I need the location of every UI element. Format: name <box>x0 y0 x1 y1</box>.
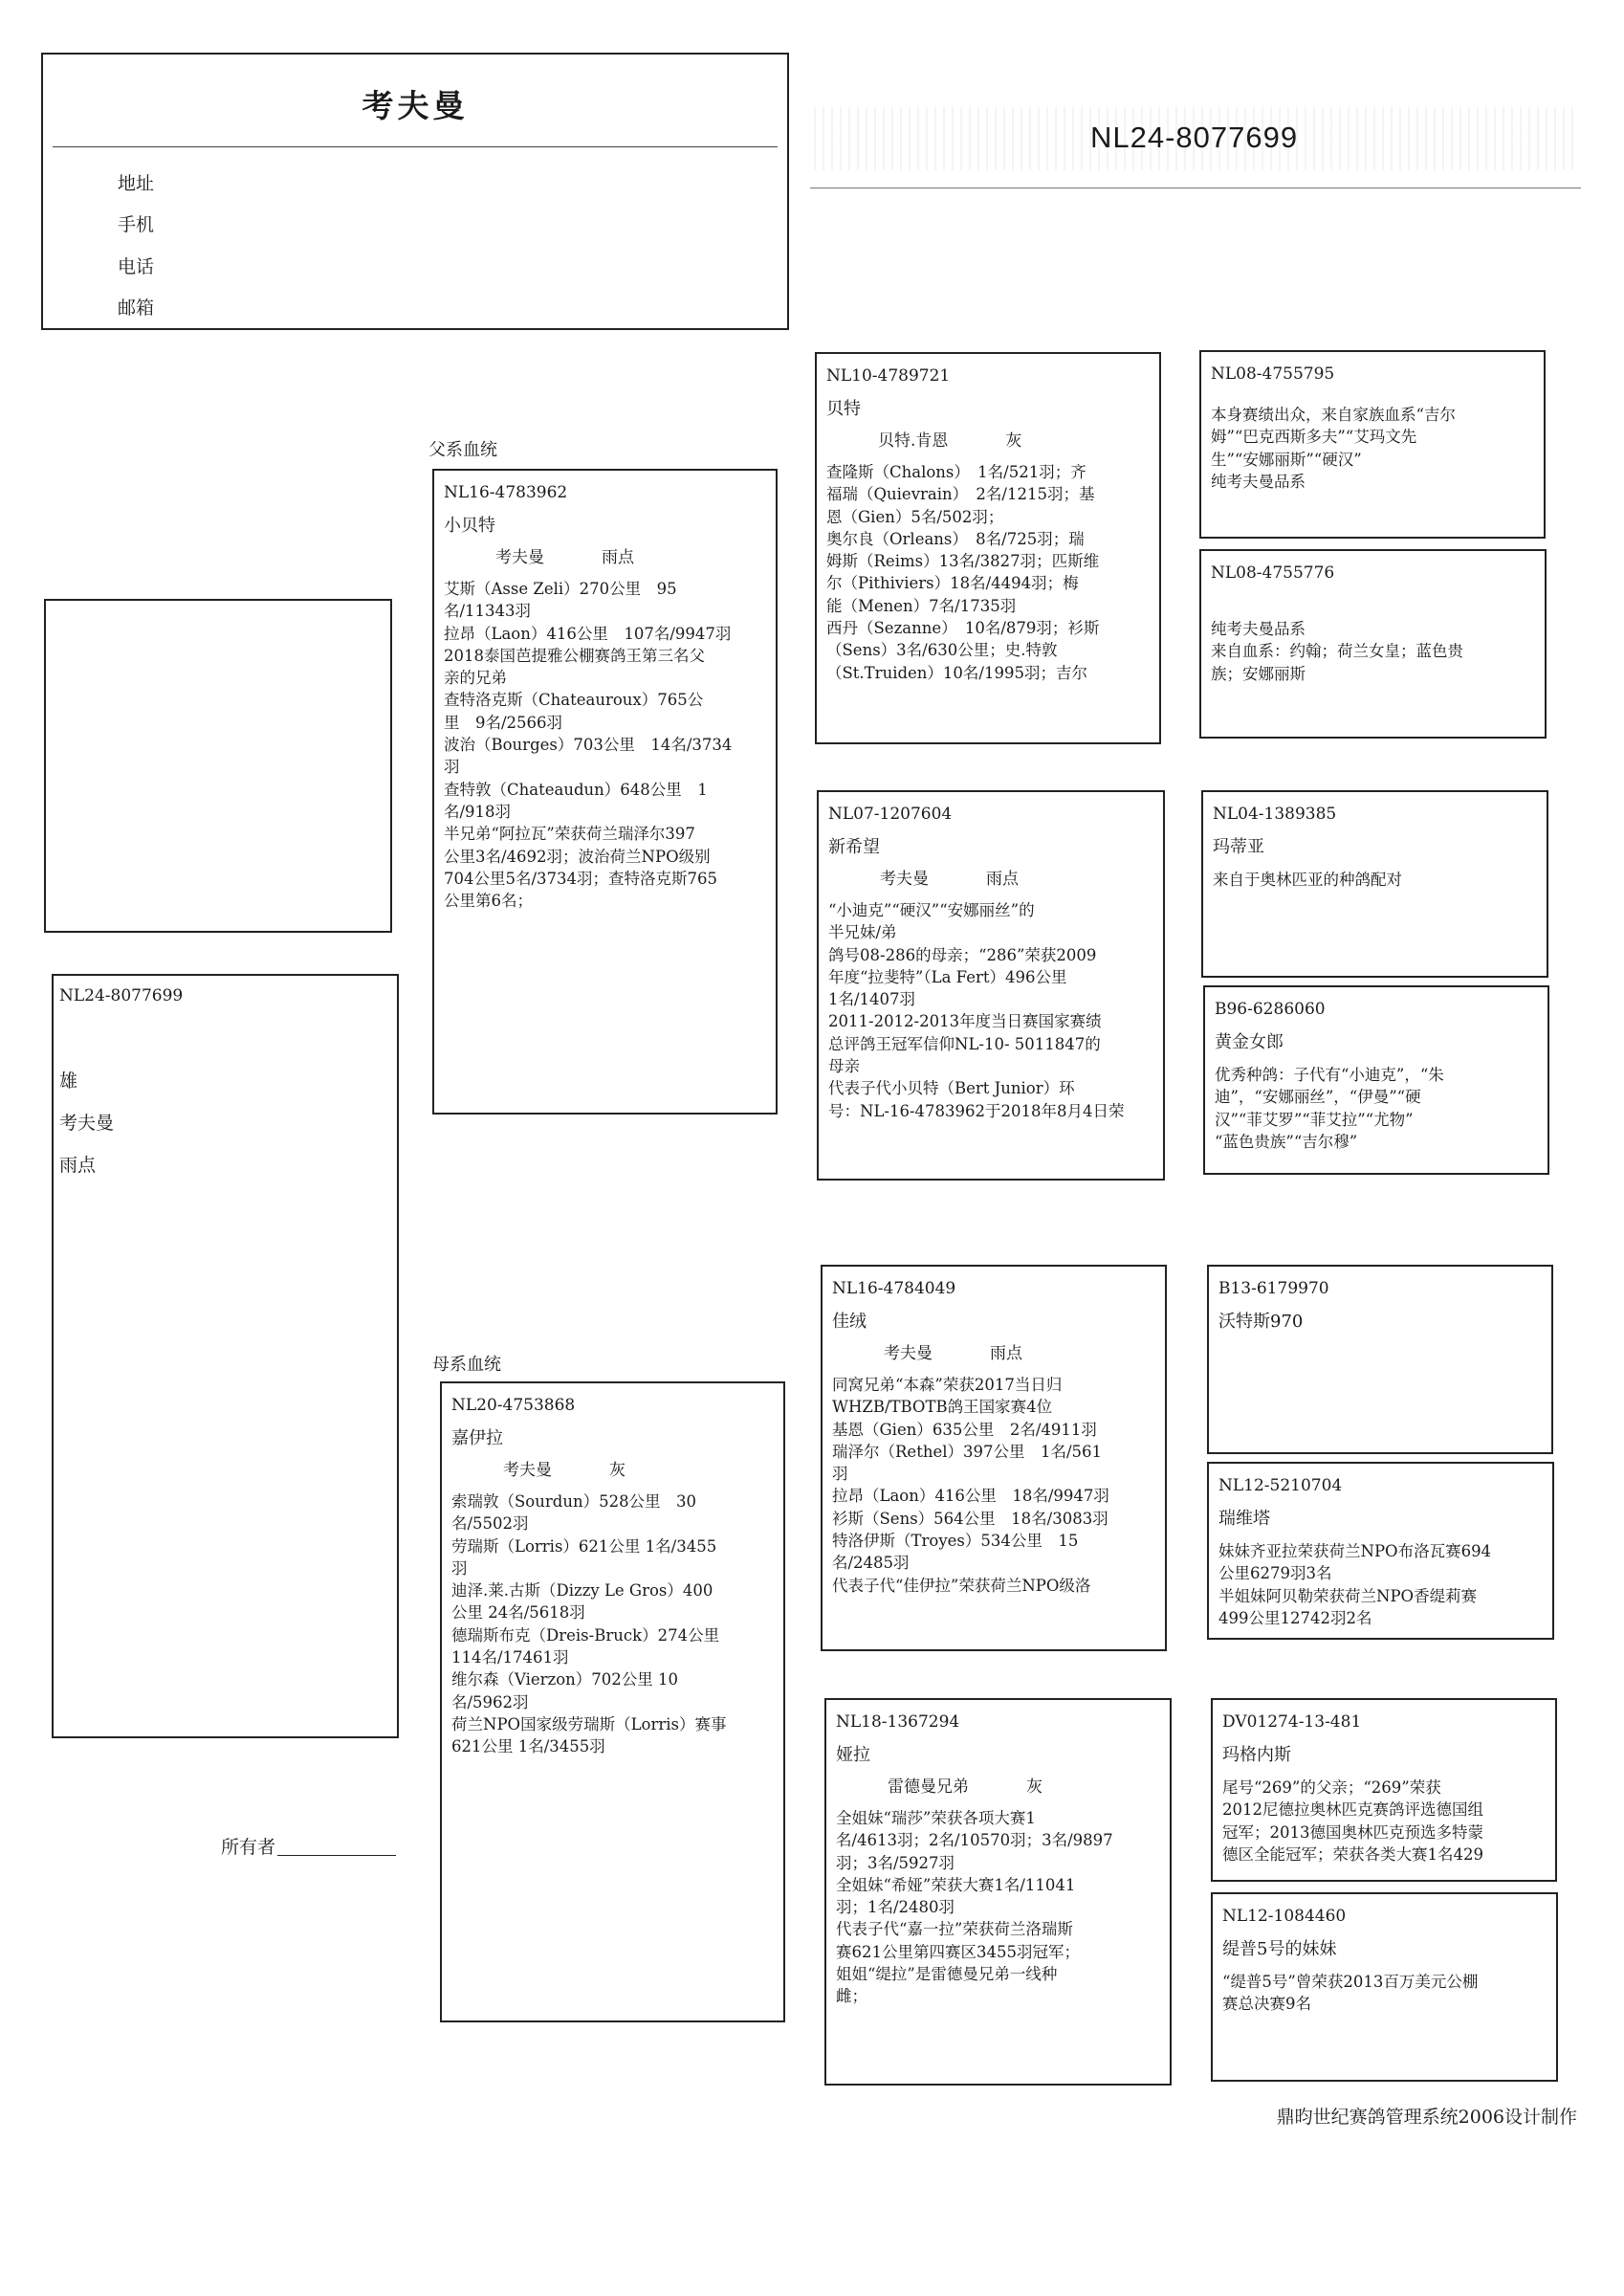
strain-color <box>451 1460 776 1481</box>
pigeon-name: 贝特 <box>826 399 861 419</box>
pigeon-name: 嘉伊拉 <box>451 1428 503 1448</box>
ring-number: NL12-1084460 <box>1222 1907 1347 1926</box>
strain-color <box>832 1343 1157 1364</box>
color: 雨点 <box>990 1344 1022 1363</box>
ring-number: B96-6286060 <box>1215 1000 1326 1019</box>
notes: 尾号“269”的父亲；“269”荣获 2012尼德拉奥林匹克赛鸽评选德国组 冠军；2013德国奥林匹克预选多特蒙 德区全能冠军；荣获各类大赛1名429 <box>1222 1778 1483 1864</box>
sire-dam-card <box>817 790 1165 1181</box>
notes: 本身赛绩出众，来自家族血系“吉尔 姆”“巴克西斯多夫”“艾玛文先 生”“安娜丽斯”“硬汉” 纯考夫曼品系 <box>1211 406 1456 491</box>
strain-color <box>444 547 768 568</box>
performance-notes: 全姐妹“瑞莎”荣获各项大赛1 名/4613羽；2名/10570羽；3名/9897 羽；3名/5927羽 全姐妹“希娅”荣获大赛1名/11041 羽；1名/2480羽 代表子代“嘉一拉”荣获荷兰洛瑞斯 赛621公里第四赛区3455羽冠军； 姐姐“缇拉”是雷德曼兄弟一线种 雌； <box>836 1809 1113 2006</box>
notes: “缇普5号”曾荣获2013百万美元公棚 赛总决赛9名 <box>1222 1973 1479 2014</box>
ring-number: NL12-5210704 <box>1218 1476 1343 1495</box>
great-grandparent-card-6 <box>1207 1462 1554 1640</box>
great-grandparent-card-8 <box>1211 1892 1558 2082</box>
performance-notes: “小迪克”“硬汉”“安娜丽丝”的 半兄妹/弟 鸽号08-286的母亲；“286”荣获2009 年度“拉斐特”（La Fert）496公里 1名/1407羽 2011-2012-2013年度当日赛国家赛绩 总评鸽王冠军信仰NL-10- 5011847的 母亲 代表子代小贝特（Bert Junior）环 号：NL-16-4783962于2018年8月4日荣 <box>828 901 1125 1120</box>
ring-number: DV01274-13-481 <box>1222 1712 1362 1732</box>
notes: 来自于奥林匹亚的种鸽配对 <box>1213 871 1402 889</box>
ring-number: NL16-4784049 <box>832 1279 956 1298</box>
phone-label: 电话 <box>118 256 155 277</box>
ring-number: NL10-4789721 <box>826 366 951 386</box>
color: 雨点 <box>986 870 1019 889</box>
performance-notes: 索瑞敦（Sourdun）528公里 30 名/5502羽 劳瑞斯（Lorris）621公里 1名/3455 羽 迪泽.莱.古斯（Dizzy Le Gros）400 公里 24名/5618羽 德瑞斯布克（Dreis-Bruck）274公里 114名/17461羽 维尔森（Vierzon）702公里 10 名/5962羽 荷兰NPO国家级劳瑞斯（Lorris）赛事 621公里 1名/3455羽 <box>451 1492 727 1756</box>
performance-notes: 艾斯（Asse Zeli）270公里 95 名/11343羽 拉昂（Laon）416公里 107名/9947羽 2018泰国芭提雅公棚赛鸽王第三名父 亲的兄弟 查特洛克斯（Chateauroux）765公 里 9名/2566羽 波治（Bourges）703公里 14名/3734 羽 查特敦（Chateaudun）648公里 1 名/918羽 半兄弟“阿拉瓦”荣获荷兰瑞泽尔397 公里3名/4692羽；波治荷兰NPO级别 704公里5名/3734羽；查特洛克斯765 公里第6名； <box>444 580 733 911</box>
photo-frame <box>44 599 392 933</box>
pigeon-color: 雨点 <box>59 1155 97 1176</box>
main-ring-number: NL24-8077699 <box>1090 121 1299 154</box>
great-grandparent-card-1 <box>1199 350 1546 539</box>
owner-label: 所有者 <box>221 1837 276 1858</box>
footer-credit: 鼎昀世纪赛鸽管理系统2006设计制作 <box>1276 2107 1577 2128</box>
email-label: 邮箱 <box>118 298 155 319</box>
owner-header-box <box>41 53 789 330</box>
performance-notes: 查隆斯（Chalons） 1名/521羽；齐 福瑞（Quievrain） 2名/1215羽；基 恩（Gien）5名/502羽； 奥尔良（Orleans） 8名/725羽；瑞 姆斯（Reims）13名/3827羽；匹斯维 尔（Pithiviers）18名/4494羽；梅 能（Menen）7名/1735羽 西丹（Sezanne） 10名/879羽；衫斯 （Sens）3名/630公里；史.特敦 （St.Truiden）10名/1995羽；吉尔 <box>826 463 1100 682</box>
color: 雨点 <box>602 548 634 567</box>
pigeon-name: 缇普5号的妹妹 <box>1222 1939 1337 1959</box>
ring-number: NL18-1367294 <box>836 1712 960 1732</box>
dam-line-label: 母系血统 <box>432 1355 501 1375</box>
sire-line-label: 父系血统 <box>428 440 497 460</box>
ring-number: NL16-4783962 <box>444 483 568 502</box>
performance-notes: 同窝兄弟“本森”荣获2017当日归 WHZB/TBOTB鸽王国家赛4位 基恩（Gien）635公里 2名/4911羽 瑞泽尔（Rethel）397公里 1名/561 羽 拉昂（Laon）416公里 18名/9947羽 衫斯（Sens）564公里 18名/3083羽 特洛伊斯（Troyes）534公里 15 名/2485羽 代表子代“佳伊拉”荣获荷兰NPO级洛 <box>832 1376 1109 1595</box>
pigeon-ring: NL24-8077699 <box>59 986 184 1005</box>
notes: 优秀种鸽：子代有“小迪克”，“朱 迪”，“安娜丽丝”，“伊曼”“硬 汉”“菲艾罗”“菲艾拉”“尤物” “蓝色贵族”“吉尔穆” <box>1215 1066 1444 1151</box>
header-divider <box>53 146 778 147</box>
pigeon-name: 新希望 <box>828 837 880 857</box>
great-grandparent-card-4 <box>1203 985 1549 1175</box>
pigeon-name: 玛格内斯 <box>1222 1745 1291 1765</box>
great-grandparent-card-2 <box>1199 549 1547 739</box>
strain: 考夫曼 <box>495 548 544 567</box>
color: 灰 <box>1005 431 1022 451</box>
pigeon-name: 玛蒂亚 <box>1213 837 1264 857</box>
strain-color <box>826 430 1152 452</box>
pigeon-name: 佳绒 <box>832 1312 867 1332</box>
pigeon-sex: 雄 <box>59 1071 78 1092</box>
ring-number: NL07-1207604 <box>828 805 953 824</box>
pigeon-name: 瑞维塔 <box>1218 1509 1270 1529</box>
address-label: 地址 <box>118 173 155 194</box>
ring-number: B13-6179970 <box>1218 1279 1329 1298</box>
owner-signature-line <box>277 1855 396 1856</box>
great-grandparent-card-7 <box>1211 1698 1557 1882</box>
owner-name: 考夫曼 <box>362 87 469 124</box>
dam-sire-card <box>821 1265 1167 1651</box>
dam-dam-card <box>824 1698 1172 2086</box>
color: 灰 <box>609 1461 625 1480</box>
pigeon-name: 沃特斯970 <box>1218 1312 1304 1332</box>
ring-number: NL04-1389385 <box>1213 805 1337 824</box>
strain: 考夫曼 <box>884 1344 933 1363</box>
sire-card <box>432 469 778 1115</box>
ring-number: NL08-4755795 <box>1211 364 1335 384</box>
owner-signature <box>221 1833 396 1859</box>
strain: 贝特.肯恩 <box>878 431 949 451</box>
dam-card <box>440 1381 785 2022</box>
great-grandparent-card-3 <box>1201 790 1548 978</box>
color: 灰 <box>1026 1777 1042 1797</box>
strain-color <box>836 1777 1162 1798</box>
notes: 妹妹齐亚拉荣获荷兰NPO布洛瓦赛694 公里6279羽3名 半姐妹阿贝勒荣获荷兰NPO香缇莉赛 499公里12742羽2名 <box>1218 1542 1492 1627</box>
pigeon-name: 黄金女郎 <box>1215 1032 1284 1052</box>
notes: 纯考夫曼品系 来自血系：约翰；荷兰女皇；蓝色贵 族；安娜丽斯 <box>1211 620 1463 683</box>
strain: 考夫曼 <box>503 1461 552 1480</box>
great-grandparent-card-5 <box>1207 1265 1553 1454</box>
pigeon-name: 小贝特 <box>444 516 495 536</box>
strain-color <box>828 869 1155 890</box>
strain: 考夫曼 <box>880 870 929 889</box>
sire-sire-card <box>815 352 1161 744</box>
ring-number: NL20-4753868 <box>451 1396 576 1415</box>
pigeon-name: 娅拉 <box>836 1745 870 1765</box>
pigeon-strain: 考夫曼 <box>59 1113 115 1134</box>
strain: 雷德曼兄弟 <box>888 1777 969 1797</box>
pigeon-info-box <box>52 974 399 1738</box>
ring-number: NL08-4755776 <box>1211 563 1335 583</box>
mobile-label: 手机 <box>118 214 155 235</box>
